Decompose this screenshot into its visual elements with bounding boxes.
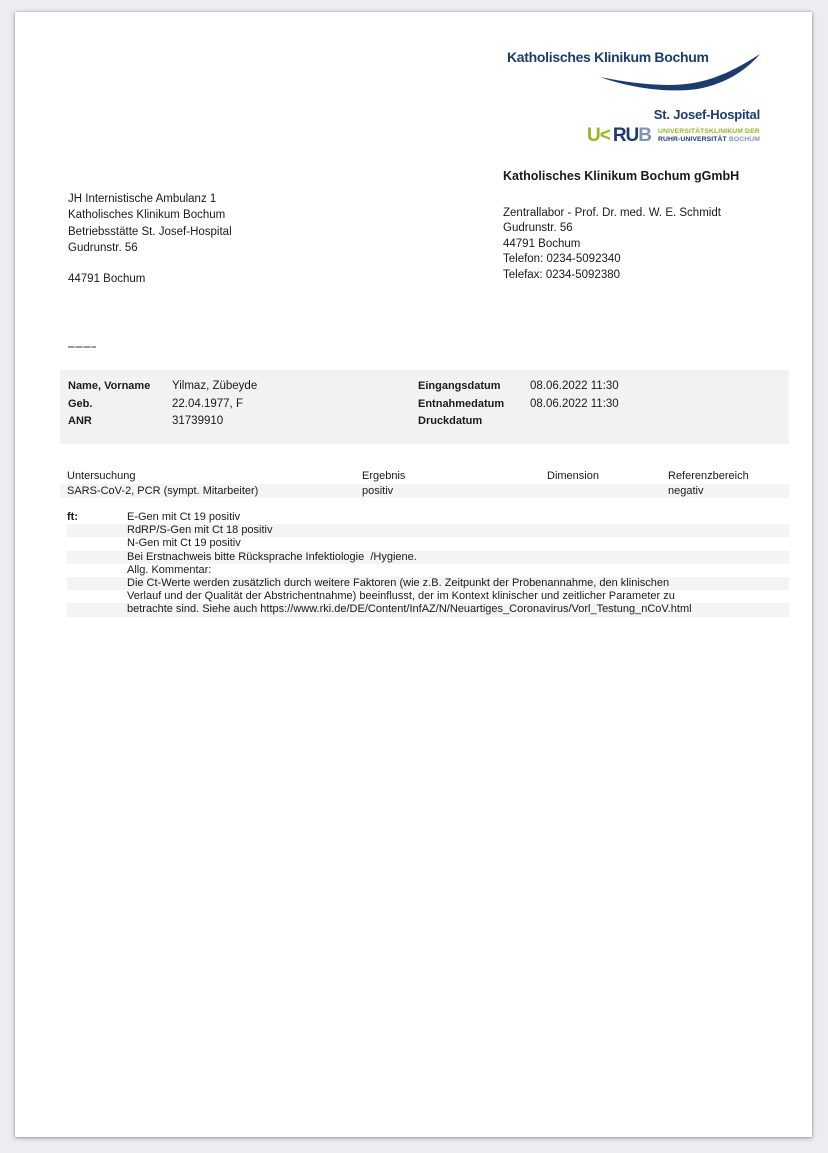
results-header-ergebnis: Ergebnis [362,470,406,482]
footnote-line-4: Bei Erstnachweis bitte Rücksprache Infektiologie /Hygiene. [67,551,789,564]
druckdatum-label: Druckdatum [418,415,483,427]
birthdate-label: Geb. [68,397,93,410]
ukrub-letter-b: B [638,125,651,146]
footnote-line-7: Verlauf und der Qualität der Abstrichentnahme) beeinflusst, der im Kontext klinischer und zeitlicher Parameter zu [127,590,675,603]
ukrub-caption-line1: UNIVERSITÄTSKLINIKUM DER [658,128,760,135]
result-untersuchung: SARS-CoV-2, PCR (sympt. Mitarbeiter) [67,485,259,497]
patient-name-label: Name, Vorname [68,380,151,392]
eingangsdatum-label: Eingangsdatum [418,380,501,392]
sender-line: Zentrallabor - Prof. Dr. med. W. E. Schmidt [503,207,721,219]
footnote-line-3: N-Gen mit Ct 19 positiv [127,537,241,550]
result-referenzbereich: negativ [668,485,704,497]
organization-heading: Katholisches Klinikum Bochum gGmbH [503,169,740,183]
footnote-line-6: Die Ct-Werte werden zusätzlich durch weitere Faktoren (wie z.B. Zeitpunkt der Probenannahme, den klinischen [67,577,789,590]
sender-line: 44791 Bochum [503,237,581,250]
sender-line: Gudrunstr. 56 [503,222,573,235]
ukrub-wordmark [587,125,651,147]
entnahmedatum-label: Entnahmedatum [418,397,505,410]
clinic-logo-title: Katholisches Klinikum Bochum [507,49,709,65]
patient-name-value: Yilmaz, Zübeyde [172,380,258,392]
logo-swoosh-icon [598,52,762,92]
ukrub-caption [658,128,760,144]
recipient-address [68,191,232,287]
recipient-city: 44791 Bochum [68,273,146,286]
report-page [15,12,812,1137]
footnote-line-8: betrachte sind. Siehe auch https://www.rki.de/DE/Content/InfAZ/N/Neuartiges_Coronavirus/Vorl_Testung_nCoV.html [67,603,789,616]
sender-line: Telefax: 0234-5092380 [503,268,621,281]
footnote-line-5: Allg. Kommentar: [127,563,212,576]
ukrub-caption-ruhr: RUHR-UNIVERSITÄT [658,136,727,143]
patient-row [60,415,789,432]
eingangsdatum-value: 08.06.2022 11:30 [530,380,619,392]
footnote-line-2: RdRP/S-Gen mit Ct 18 positiv [67,524,789,537]
recipient-line: Betriebsstätte St. Josef-Hospital [68,225,232,238]
fold-mark [68,346,96,348]
ukrub-letter-k: < [599,125,610,146]
patient-row [60,398,789,415]
results-header-untersuchung: Untersuchung [67,470,136,482]
recipient-line: JH Internistische Ambulanz 1 [68,193,217,205]
anr-label: ANR [68,415,92,427]
patient-row [60,380,789,397]
ukrub-caption-bochum: BOCHUM [728,136,760,143]
sender-address [503,206,721,283]
hospital-name: St. Josef-Hospital [653,107,760,122]
sender-line: Telefon: 0234-5092340 [503,253,621,266]
entnahmedatum-value: 08.06.2022 11:30 [530,397,619,410]
recipient-line: Katholisches Klinikum Bochum [68,209,226,222]
results-header-dimension: Dimension [547,470,599,482]
result-ergebnis: positiv [362,485,394,497]
recipient-line: Gudrunstr. 56 [68,241,138,254]
footnote-label: ft: [67,511,78,523]
ukrub-caption-line2 [658,136,760,144]
ukrub-logo [587,125,760,147]
footnote-block [67,511,789,617]
anr-value: 31739910 [172,415,224,427]
results-header-referenzbereich: Referenzbereich [668,470,749,482]
ukrub-letter-u: U [586,125,600,146]
birthdate-value: 22.04.1977, F [172,397,243,410]
footnote-line-1: E-Gen mit Ct 19 positiv [127,511,241,523]
patient-info-box [60,370,789,444]
ukrub-letters-ru: RU [612,125,639,146]
